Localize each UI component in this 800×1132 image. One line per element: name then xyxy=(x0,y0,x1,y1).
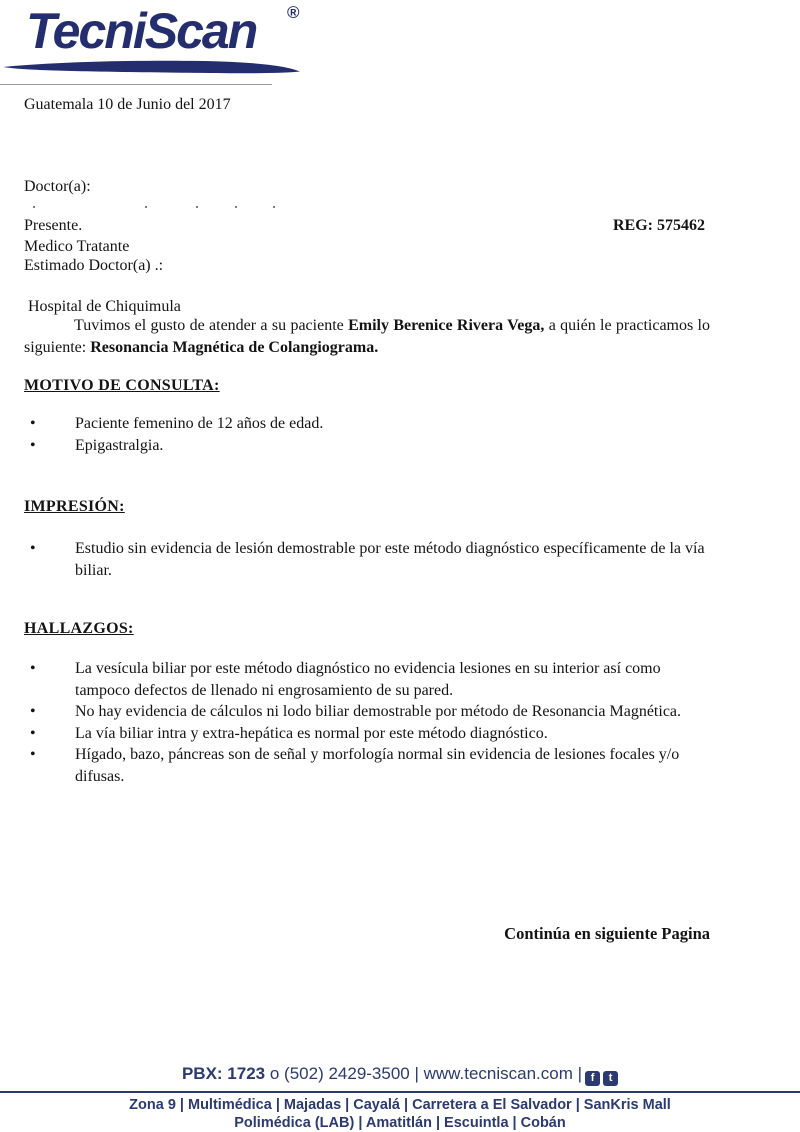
recipient-institution: Hospital de Chiquimula xyxy=(24,298,181,315)
phone-and-website: o (502) 2429-3500 | www.tecniscan.com | xyxy=(265,1064,583,1083)
continuation-note: Continúa en siguiente Pagina xyxy=(504,924,710,943)
presente-label: Presente. xyxy=(24,217,83,234)
pbx-number: PBX: 1723 xyxy=(181,1064,266,1083)
intro-paragraph xyxy=(24,315,710,359)
study-name: Resonancia Magnética de Colangiograma. xyxy=(90,339,379,356)
bullet-list-hallazgos xyxy=(24,658,714,787)
salutation: Estimado Doctor(a) .: xyxy=(24,257,164,274)
twitter-icon: t xyxy=(603,1071,618,1086)
bullet-list-motivo xyxy=(24,413,714,456)
bullet-list-impresion xyxy=(24,538,714,581)
registration-number: REG: 575462 xyxy=(613,217,705,234)
section-heading-motivo: MOTIVO DE CONSULTA: xyxy=(24,377,220,394)
recipient-title: Doctor(a): xyxy=(24,178,91,195)
bullet-item: • Paciente femenino de 12 años de edad. xyxy=(24,413,714,435)
footer-contact-line xyxy=(0,1064,800,1086)
logo-swoosh-icon xyxy=(3,59,301,77)
section-heading-impresion: IMPRESIÓN: xyxy=(24,498,125,515)
bullet-item: • Estudio sin evidencia de lesión demostrable por este método diagnóstico específicamente de la vía biliar. xyxy=(24,538,714,581)
header-divider xyxy=(0,84,272,85)
section-heading-hallazgos: HALLAZGOS: xyxy=(24,620,134,637)
registered-trademark-icon: ® xyxy=(287,3,300,22)
footer-locations-line2: Polimédica (LAB) | Amatitlán | Escuintla | Cobán xyxy=(234,1115,566,1131)
bullet-item: • No hay evidencia de cálculos ni lodo biliar demostrable por método de Resonancia Magnética. xyxy=(24,701,714,723)
footer-divider xyxy=(0,1091,800,1093)
patient-name: Emily Berenice Rivera Vega, xyxy=(348,317,545,334)
bullet-item: • Epigastralgia. xyxy=(24,435,714,457)
intro-text-pre: Tuvimos el gusto de atender a su paciente xyxy=(74,317,349,334)
bullet-item: • La vesícula biliar por este método diagnóstico no evidencia lesiones en su interior así como tampoco defectos de llenado ni engrosamiento de su pared. xyxy=(24,658,714,701)
bullet-item: • La vía biliar intra y extra-hepática es normal por este método diagnóstico. xyxy=(24,723,714,745)
date-line: Guatemala 10 de Junio del 2017 xyxy=(24,96,231,113)
presente-row xyxy=(24,217,705,235)
faded-text-artifacts xyxy=(0,206,300,210)
footer-locations-line1: Zona 9 | Multimédica | Majadas | Cayalá | Carretera a El Salvador | SanKris Mall xyxy=(129,1097,671,1113)
intro-text-mid: a quién le practicamos lo siguiente: xyxy=(24,317,711,356)
facebook-icon: f xyxy=(585,1071,600,1086)
brand-wordmark: TecniScan xyxy=(26,3,257,59)
bullet-item: • Hígado, bazo, páncreas son de señal y morfología normal sin evidencia de lesiones focales y/o difusas. xyxy=(24,744,714,787)
recipient-name: Medico Tratante xyxy=(24,238,130,255)
